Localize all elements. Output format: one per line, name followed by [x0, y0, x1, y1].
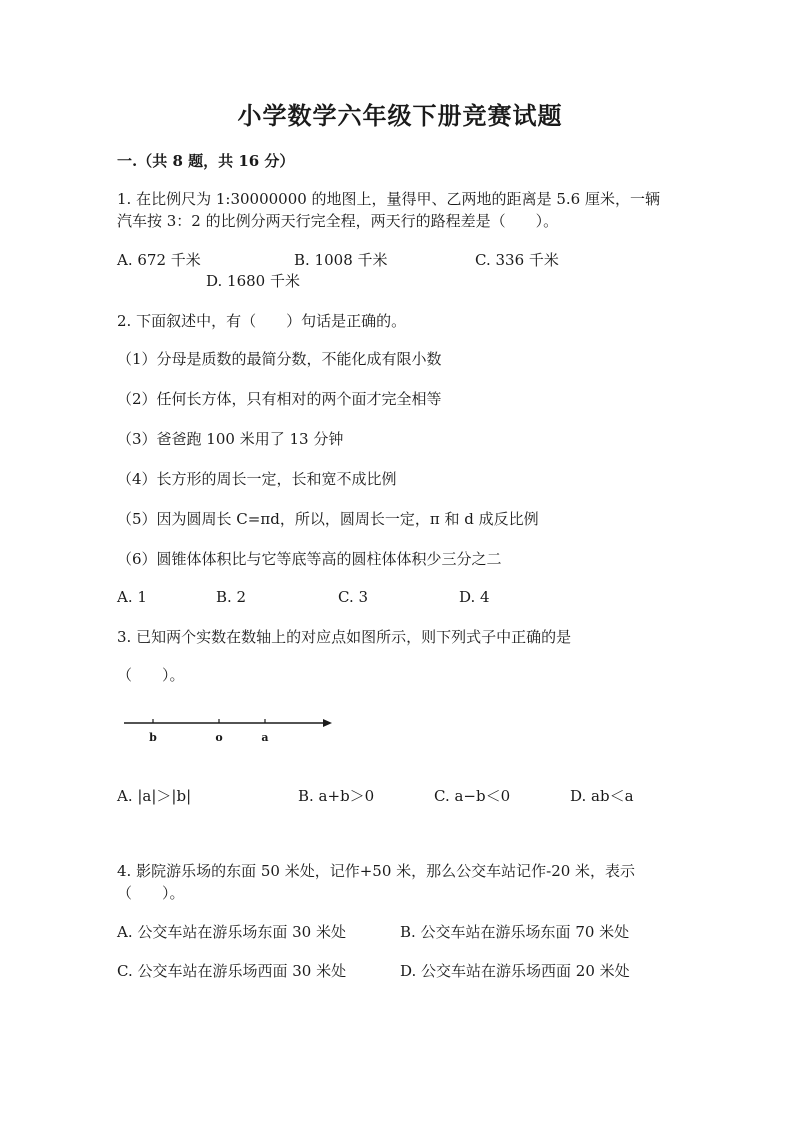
q2-stem: 2. 下面叙述中，有（ ）句话是正确的。: [117, 312, 407, 330]
q1-option-a[interactable]: A. 672 千米: [117, 251, 201, 269]
q4-option-c[interactable]: C. 公交车站在游乐场西面 30 米处: [117, 962, 347, 980]
q2-option-b[interactable]: B. 2: [216, 588, 247, 606]
q2-statement-4: （4）长方形的周长一定，长和宽不成比例: [117, 470, 397, 488]
q2-statement-1: （1）分母是质数的最简分数，不能化成有限小数: [117, 350, 442, 368]
q3-stem-line1: 3. 已知两个实数在数轴上的对应点如图所示，则下列式子中正确的是: [117, 628, 572, 646]
q2-option-d[interactable]: D. 4: [459, 588, 490, 606]
q2-option-c[interactable]: C. 3: [338, 588, 369, 606]
label-a: a: [261, 731, 269, 744]
q2-statement-2: （2）任何长方体，只有相对的两个面才完全相等: [117, 390, 442, 408]
q3-option-a[interactable]: A. |a|＞|b|: [117, 787, 192, 805]
q2-statement-3: （3）爸爸跑 100 米用了 13 分钟: [117, 430, 344, 448]
q1-stem-line2: 汽车按 3：2 的比例分两天行完全程，两天行的路程差是（ ）。: [117, 212, 559, 230]
q2-statement-5: （5）因为圆周长 C=πd，所以，圆周长一定，π 和 d 成反比例: [117, 510, 539, 528]
q1-stem-line1: 1. 在比例尺为 1:30000000 的地图上，量得甲、乙两地的距离是 5.6 厘米，一辆: [117, 190, 660, 208]
number-line-arrow-icon: [323, 719, 332, 727]
q3-option-c[interactable]: C. a−b＜0: [434, 787, 511, 805]
q4-stem-line2: （ ）。: [117, 884, 185, 902]
page-title: 小学数学六年级下册竞赛试题: [237, 101, 563, 130]
q3-option-d[interactable]: D. ab＜a: [570, 787, 634, 805]
label-o: o: [215, 731, 223, 744]
q2-statement-6: （6）圆锥体体积比与它等底等高的圆柱体体积少三分之二: [117, 550, 502, 568]
q3-option-b[interactable]: B. a+b＞0: [298, 787, 375, 805]
q3-stem-line2: （ ）。: [117, 666, 185, 684]
q2-option-a[interactable]: A. 1: [117, 588, 147, 606]
q4-option-d[interactable]: D. 公交车站在游乐场西面 20 米处: [400, 962, 630, 980]
q1-option-d[interactable]: D. 1680 千米: [206, 272, 300, 290]
q4-option-b[interactable]: B. 公交车站在游乐场东面 70 米处: [400, 923, 630, 941]
section-heading: 一.（共 8 题，共 16 分）: [117, 152, 295, 170]
q1-option-c[interactable]: C. 336 千米: [475, 251, 559, 269]
number-line-figure: [120, 712, 340, 748]
q4-stem-line1: 4. 影院游乐场的东面 50 米处，记作+50 米，那么公交车站记作-20 米，表示: [117, 862, 636, 880]
q4-option-a[interactable]: A. 公交车站在游乐场东面 30 米处: [117, 923, 346, 941]
label-b: b: [149, 731, 157, 744]
q1-option-b[interactable]: B. 1008 千米: [294, 251, 388, 269]
